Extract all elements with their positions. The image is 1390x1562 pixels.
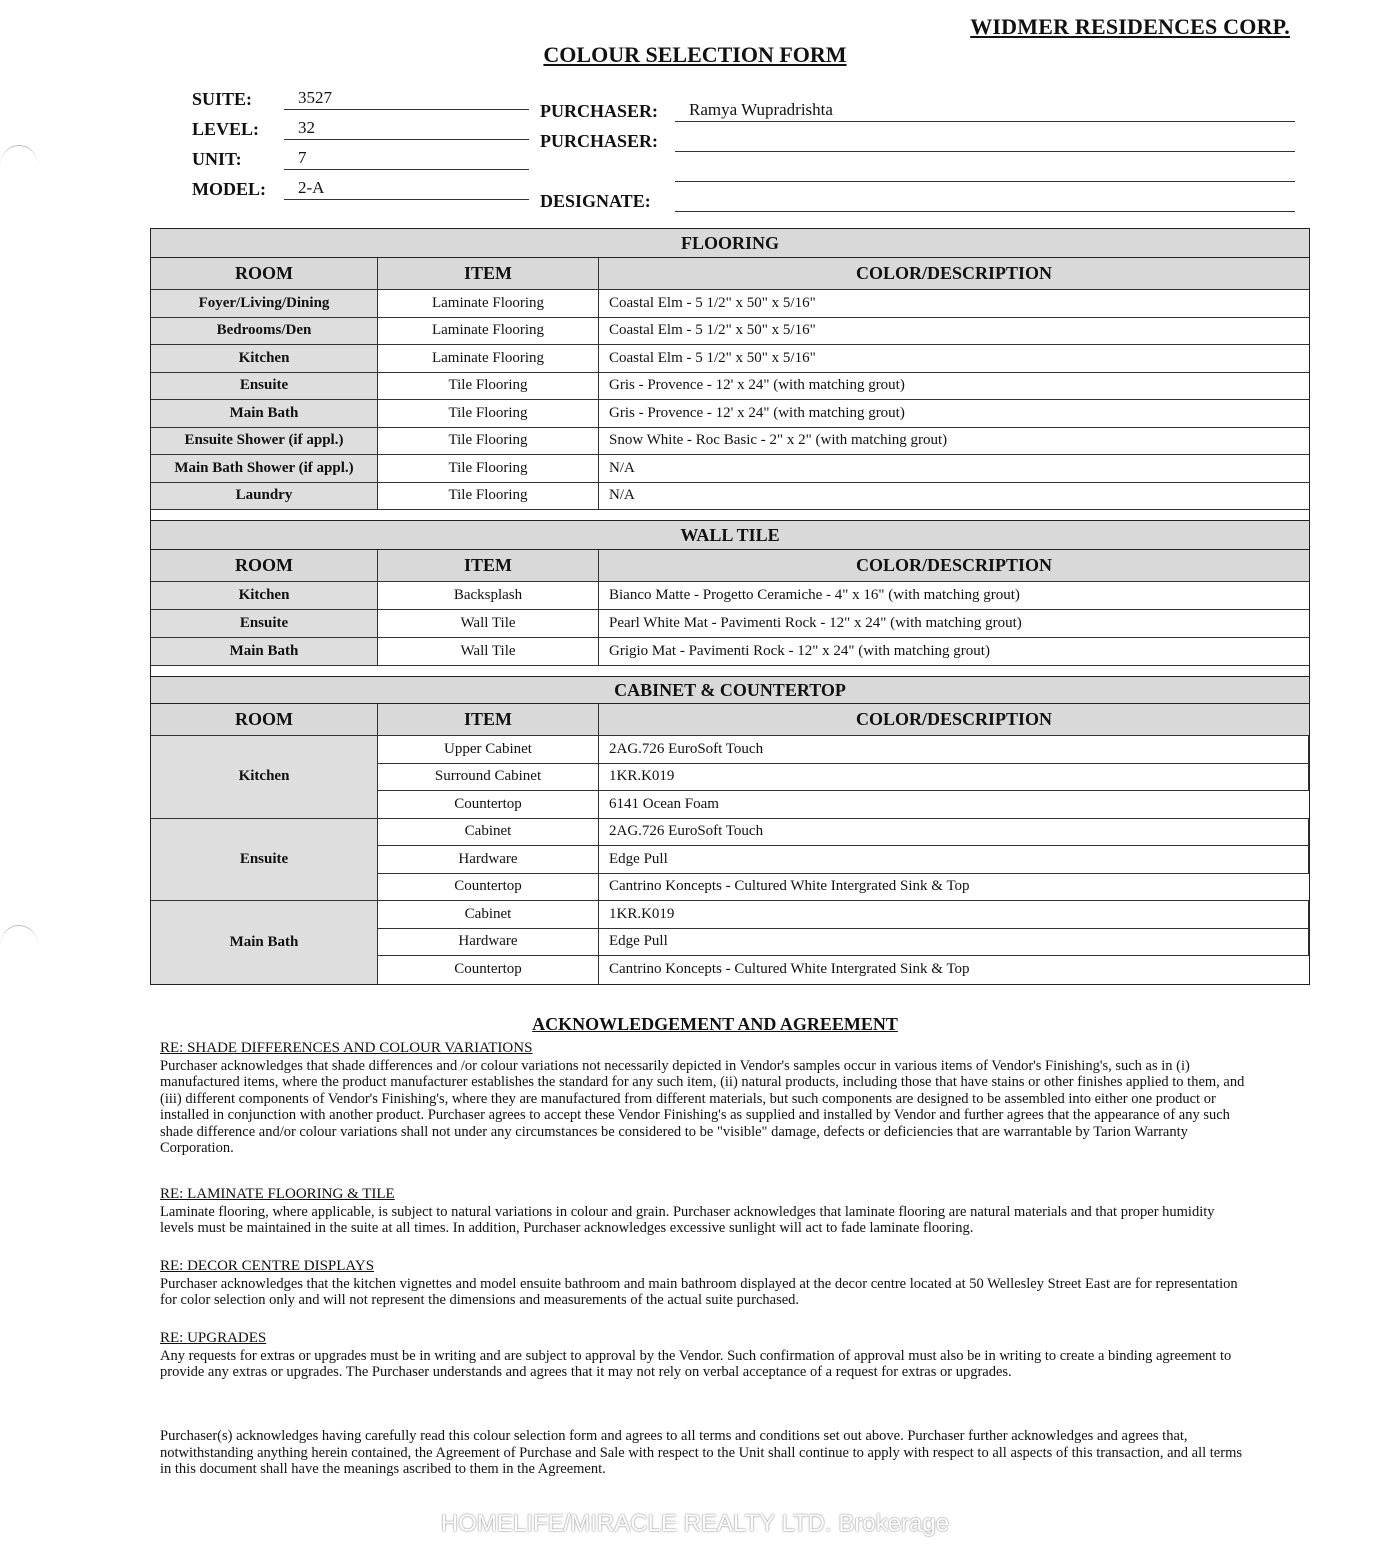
wall-tile-column-header [151, 550, 1309, 582]
item-cell: Cabinet [378, 901, 599, 929]
cabinet-group-kitchen [151, 736, 1309, 819]
desc-cell: 6141 Ocean Foam [599, 791, 1309, 819]
table-row [151, 373, 1309, 401]
desc-cell: 1KR.K019 [599, 764, 1309, 792]
item-cell: Laminate Flooring [378, 290, 599, 318]
cabinet-group-ensuite [151, 819, 1309, 902]
item-cell: Hardware [378, 846, 599, 874]
item-cell: Surround Cabinet [378, 764, 599, 792]
company-name: WIDMER RESIDENCES CORP. [970, 14, 1290, 39]
col-room-header: ROOM [151, 704, 378, 736]
section-spacer [151, 666, 1309, 677]
col-item-header: ITEM [378, 704, 599, 736]
item-cell: Laminate Flooring [378, 318, 599, 346]
table-row [151, 400, 1309, 428]
room-cell: Main Bath [151, 901, 378, 984]
flooring-rows [151, 290, 1309, 510]
section-text: Purchaser acknowledges that shade differences and /or colour variations not necessarily depicted in Vendor's samples occur in various items of Vendor's Finishing's, such as in (i) manufactured items, where the product manufacturer establishes the standard for any such item, (ii) natural products, including those that have stains or other finishes applied to them, and (iii) different components of Vendor's Finishing's, where they are manufactured from different materials, but such components are designed to be assembled into either one product or installed in conjunction with another product. Purchaser agrees to accept these Vendor Finishing's as supplied and installed by Vendor and further agrees that the appearance of any such shade difference and/or colour variations shall not under any circumstances be considered to be "visible" damage, defects or deficiencies that are warrantable by Tarion Warranty Corporation. [160, 1057, 1245, 1156]
unit-label: UNIT: [192, 149, 242, 169]
model-label: MODEL: [192, 179, 266, 199]
room-cell: Kitchen [151, 345, 378, 373]
section-laminate [160, 1186, 1250, 1237]
table-row [151, 638, 1309, 666]
desc-cell: Cantrino Koncepts - Cultured White Intergrated Sink & Top [599, 874, 1309, 902]
section-text: Laminate flooring, where applicable, is subject to natural variations in colour and grain. Purchaser acknowledges that laminate flooring are natural materials and that proper humidity levels must be maintained in the suite at all times. In addition, Purchaser acknowledges excessive sunlight will act to fade laminate flooring. [160, 1203, 1215, 1236]
item-cell: Tile Flooring [378, 483, 599, 511]
desc-cell: 1KR.K019 [599, 901, 1309, 929]
acknowledgement-title: ACKNOWLEDGEMENT AND AGREEMENT [532, 1014, 898, 1034]
flooring-column-header [151, 258, 1309, 290]
desc-cell: Coastal Elm - 5 1/2" x 50" x 5/16" [599, 290, 1309, 318]
section-decor [160, 1258, 1250, 1309]
punch-hole-mark [0, 925, 38, 966]
level-field[interactable]: 32 [284, 116, 529, 140]
desc-cell: Snow White - Roc Basic - 2" x 2" (with matching grout) [599, 428, 1309, 456]
suite-field[interactable]: 3527 [284, 86, 529, 110]
purchaser-field-2[interactable] [675, 128, 1295, 152]
item-cell: Tile Flooring [378, 428, 599, 456]
desc-cell: 2AG.726 EuroSoft Touch [599, 736, 1309, 764]
item-cell: Backsplash [378, 582, 599, 610]
purchaser-field-1[interactable]: Ramya Wupradrishta [675, 98, 1295, 122]
item-cell: Tile Flooring [378, 455, 599, 483]
item-cell: Hardware [378, 929, 599, 957]
purchaser-label: PURCHASER: [540, 131, 659, 151]
desc-cell: N/A [599, 455, 1309, 483]
col-desc-header: COLOR/DESCRIPTION [599, 258, 1309, 290]
table-row [151, 610, 1309, 638]
section-heading: RE: LAMINATE FLOORING & TILE [160, 1186, 395, 1202]
item-cell: Countertop [378, 956, 599, 984]
desc-cell: N/A [599, 483, 1309, 511]
desc-cell: Bianco Matte - Progetto Ceramiche - 4" x 16" (with matching grout) [599, 582, 1309, 610]
wall-tile-title: WALL TILE [151, 521, 1309, 550]
suite-label: SUITE: [192, 89, 253, 109]
suite-row [192, 86, 529, 110]
punch-hole-mark [0, 145, 38, 186]
desc-cell: Cantrino Koncepts - Cultured White Intergrated Sink & Top [609, 961, 970, 978]
designate-label: DESIGNATE: [540, 191, 651, 211]
item-cell: Laminate Flooring [378, 345, 599, 373]
model-field[interactable]: 2-A [284, 176, 529, 200]
room-cell: Kitchen [151, 582, 378, 610]
desc-cell: Pearl White Mat - Pavimenti Rock - 12" x 24" (with matching grout) [599, 610, 1309, 638]
section-heading: RE: DECOR CENTRE DISPLAYS [160, 1258, 375, 1274]
section-heading: RE: SHADE DIFFERENCES AND COLOUR VARIATIONS [160, 1040, 533, 1056]
item-cell: Wall Tile [378, 638, 599, 666]
desc-cell: Coastal Elm - 5 1/2" x 50" x 5/16" [599, 318, 1309, 346]
section-heading: RE: UPGRADES [160, 1330, 267, 1346]
level-label: LEVEL: [192, 119, 260, 139]
desc-cell: Edge Pull [599, 846, 1309, 874]
room-cell: Kitchen [151, 736, 378, 819]
item-cell: Countertop [378, 874, 599, 902]
col-room-header: ROOM [151, 258, 378, 290]
room-cell: Ensuite [151, 819, 378, 902]
room-cell: Ensuite [151, 373, 378, 401]
section-text: Purchaser acknowledges that the kitchen vignettes and model ensuite bathroom and main bathroom displayed at the decor centre located at 50 Wellesley Street East are for representation for color selection only and will not represent the dimensions and measurements of the actual suite purchased. [160, 1275, 1238, 1308]
room-cell: Main Bath Shower (if appl.) [151, 455, 378, 483]
room-cell: Main Bath [151, 400, 378, 428]
room-cell: Bedrooms/Den [151, 318, 378, 346]
item-cell: Countertop [378, 791, 599, 819]
item-cell: Wall Tile [378, 610, 599, 638]
desc-cell: Coastal Elm - 5 1/2" x 50" x 5/16" [599, 345, 1309, 373]
cabinet-column-header [151, 704, 1309, 736]
item-cell: Tile Flooring [378, 400, 599, 428]
col-item-header: ITEM [378, 258, 599, 290]
form-title: COLOUR SELECTION FORM [543, 42, 847, 67]
col-item-header: ITEM [378, 550, 599, 582]
item-cell: Upper Cabinet [378, 736, 599, 764]
unit-row [192, 146, 529, 170]
model-row [192, 176, 529, 200]
table-row [151, 428, 1309, 456]
section-upgrades [160, 1330, 1250, 1381]
desc-cell: Grigio Mat - Pavimenti Rock - 12" x 24" (with matching grout) [599, 638, 1309, 666]
table-row [151, 318, 1309, 346]
desc-cell: 2AG.726 EuroSoft Touch [599, 819, 1309, 847]
cabinet-group-main-bath [151, 901, 1309, 984]
table-row [151, 483, 1309, 511]
table-row [151, 455, 1309, 483]
purchaser-row-2 [540, 128, 1295, 152]
section-shade [160, 1040, 1250, 1157]
table-row [151, 290, 1309, 318]
flooring-title: FLOORING [151, 229, 1309, 258]
section-spacer [151, 510, 1309, 521]
wall-tile-rows [151, 582, 1309, 666]
col-desc-header: COLOR/DESCRIPTION [599, 704, 1309, 736]
table-row [151, 345, 1309, 373]
section-text: Any requests for extras or upgrades must be in writing and are subject to approval by the Vendor. Such confirmation of approval must also be in writing to create a binding agreement to provide any extras or upgrades. The Purchaser understands and agrees that it may not rely on verbal acceptance of a request for extras or upgrades. [160, 1347, 1232, 1380]
selection-table [150, 228, 1310, 985]
item-cell: Cabinet [378, 819, 599, 847]
desc-cell: Gris - Provence - 12' x 24" (with matching grout) [599, 373, 1309, 401]
unit-field[interactable]: 7 [284, 146, 529, 170]
closing-statement: Purchaser(s) acknowledges having carefully read this colour selection form and agrees to all terms and conditions set out above. Purchaser further acknowledges and agrees that, notwithstanding anything herein contained, the Agreement of Purchase and Sale with respect to the Unit shall continue to apply with respect to all aspects of this transaction, and all terms in this document shall have the meanings ascribed to them in the Agreement. [160, 1428, 1242, 1477]
room-cell: Ensuite [151, 610, 378, 638]
purchaser-label: PURCHASER: [540, 101, 659, 121]
designate-row [540, 188, 1295, 212]
room-cell: Main Bath [151, 638, 378, 666]
designate-field[interactable] [675, 188, 1295, 212]
purchaser-field-3[interactable] [675, 158, 1295, 182]
brokerage-watermark: HOMELIFE/MIRACLE REALTY LTD. Brokerage [440, 1510, 950, 1537]
level-row [192, 116, 529, 140]
desc-cell: Edge Pull [599, 929, 1309, 957]
purchaser-row-3 [540, 158, 1295, 182]
col-desc-header: COLOR/DESCRIPTION [599, 550, 1309, 582]
room-cell: Ensuite Shower (if appl.) [151, 428, 378, 456]
room-cell: Foyer/Living/Dining [151, 290, 378, 318]
desc-cell: Gris - Provence - 12' x 24" (with matching grout) [599, 400, 1309, 428]
table-row [151, 582, 1309, 610]
purchaser-row-1 [540, 98, 1295, 122]
room-cell: Laundry [151, 483, 378, 511]
col-room-header: ROOM [151, 550, 378, 582]
item-cell: Tile Flooring [378, 373, 599, 401]
cabinet-title: CABINET & COUNTERTOP [151, 677, 1309, 704]
